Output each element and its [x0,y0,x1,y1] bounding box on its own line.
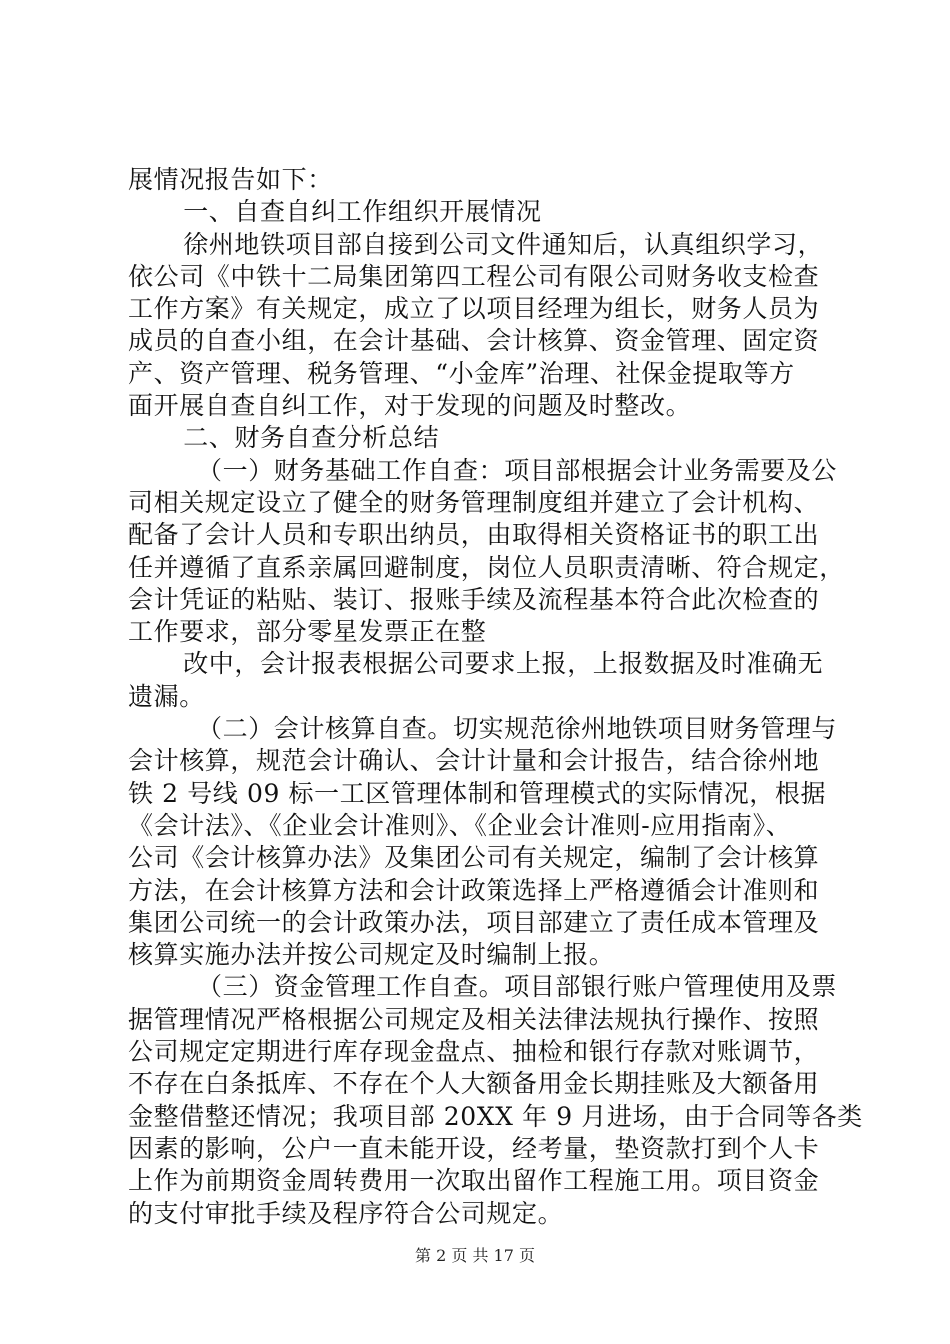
text-line: 铁 2 号线 09 标一工区管理体制和管理模式的实际情况，根据 [128,778,827,808]
text-line: 不存在白条抵库、不存在个人大额备用金长期挂账及大额备用 [128,1069,820,1099]
text-line: 面开展自查自纠工作，对于发现的问题及时整改。 [128,391,692,421]
page-footer: 第 2 页 共 17 页 [415,1246,535,1265]
text-line: 产、资产管理、税务管理、“小金库”治理、社保金提取等方 [128,358,795,388]
text-line: 方法，在会计核算方法和会计政策选择上严格遵循会计准则和 [128,875,820,905]
text-line: 公司规定定期进行库存现金盘点、抽检和银行存款对账调节， [128,1037,820,1067]
text-line: 《会计法》、《企业会计准则》、《企业会计准则-应用指南》、 [128,810,792,840]
text-line: 因素的影响，公户一直未能开设，经考量，垫资款打到个人卡 [128,1133,820,1163]
text-line: 集团公司统一的会计政策办法，项目部建立了责任成本管理及 [128,907,820,937]
text-line: 的支付审批手续及程序符合公司规定。 [128,1198,564,1228]
text-line: （三）资金管理工作自查。项目部银行账户管理使用及票 [197,972,838,1002]
text-line: 公司《会计核算办法》及集团公司有关规定，编制了会计核算 [128,843,820,873]
text-line: 会计核算，规范会计确认、会计计量和会计报告，结合徐州地 [128,746,820,776]
text-line: 工作方案》有关规定，成立了以项目经理为组长，财务人员为 [128,294,820,324]
text-line: 司相关规定设立了健全的财务管理制度组并建立了会计机构、 [128,487,820,517]
document-body [128,164,863,1230]
text-line: 徐州地铁项目部自接到公司文件通知后，认真组织学习， [183,229,824,259]
text-line: 配备了会计人员和专职出纳员，由取得相关资格证书的职工出 [128,520,820,550]
text-line: 依公司《中铁十二局集团第四工程公司有限公司财务收支检查 [128,261,820,291]
text-line: 成员的自查小组，在会计基础、会计核算、资金管理、固定资 [128,326,820,356]
text-line: （一）财务基础工作自查：项目部根据会计业务需要及公 [197,455,838,485]
text-line: （二）会计核算自查。切实规范徐州地铁项目财务管理与 [197,714,838,744]
text-line: 上作为前期资金周转费用一次取出留作工程施工用。项目资金 [128,1166,820,1196]
text-line: 展情况报告如下： [128,165,333,194]
text-line: 任并遵循了直系亲属回避制度，岗位人员职责清晰、符合规定， [128,552,845,582]
text-line: 据管理情况严格根据公司规定及相关法律法规执行操作、按照 [128,1004,820,1034]
text-line: 一、自查自纠工作组织开展情况 [183,197,542,227]
text-line: 工作要求，部分零星发票正在整 [128,617,487,647]
text-line: 会计凭证的粘贴、装订、报账手续及流程基本符合此次检查的 [128,584,820,614]
text-line: 核算实施办法并按公司规定及时编制上报。 [128,940,615,970]
text-line: 遗漏。 [128,681,205,711]
text-line: 金整借整还情况；我项目部 20XX 年 9 月进场，由于合同等各类 [128,1101,863,1131]
text-line: 二、财务自查分析总结 [183,423,440,453]
text-line: 改中，会计报表根据公司要求上报，上报数据及时准确无 [183,649,824,679]
